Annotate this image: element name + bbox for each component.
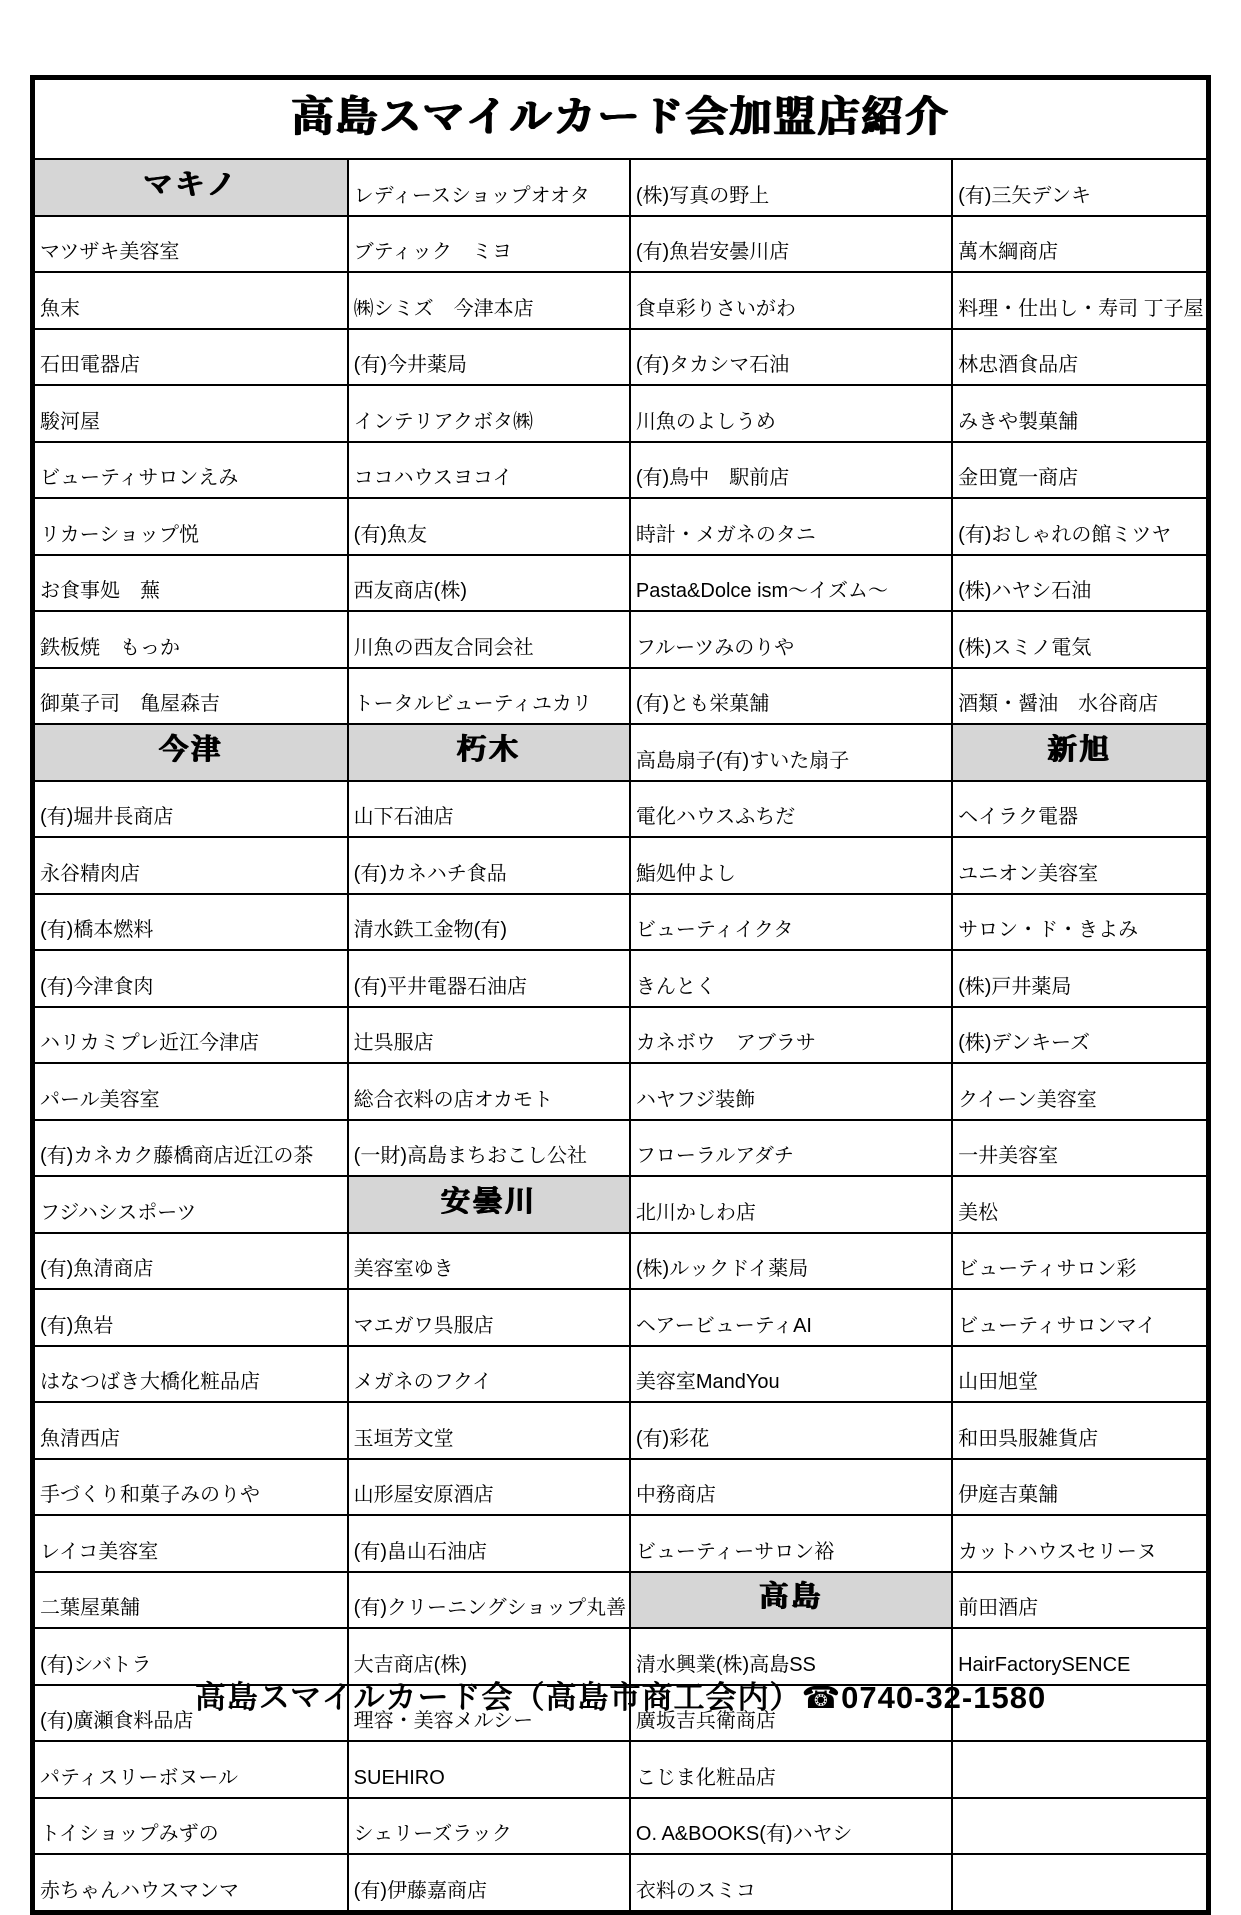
store-cell: 川魚の西友合同会社 (348, 611, 630, 668)
store-cell: (有)クリーニングショップ丸善 (348, 1572, 630, 1629)
store-cell: 山下石油店 (348, 781, 630, 838)
table-row (33, 442, 1209, 499)
table-row (33, 837, 1209, 894)
store-cell: (有)魚友 (348, 498, 630, 555)
store-cell: 山形屋安原酒店 (348, 1459, 630, 1516)
store-cell: 鉄板焼 もっか (33, 611, 348, 668)
store-cell: 玉垣芳文堂 (348, 1402, 630, 1459)
store-cell: ブティック ミヨ (348, 216, 630, 273)
store-cell: トータルビューティユカリ (348, 668, 630, 725)
store-cell: (有)魚岩安曇川店 (630, 216, 952, 273)
table-row (33, 1007, 1209, 1064)
table-row (33, 1741, 1209, 1798)
store-cell: レディースショップオオタ (348, 159, 630, 216)
store-cell: (有)鳥中 駅前店 (630, 442, 952, 499)
store-cell: 石田電器店 (33, 329, 348, 386)
page-title: 高島スマイルカード会加盟店紹介 (33, 78, 1209, 160)
store-cell: 料理・仕出し・寿司 丁子屋 (952, 272, 1208, 329)
table-row (33, 1515, 1209, 1572)
store-cell: (株)写真の野上 (630, 159, 952, 216)
store-cell: 和田呉服雑貨店 (952, 1402, 1208, 1459)
store-cell: 永谷精肉店 (33, 837, 348, 894)
store-cell: ハヤフジ装飾 (630, 1063, 952, 1120)
store-cell: 酒類・醤油 水谷商店 (952, 668, 1208, 725)
store-cell: マエガワ呉服店 (348, 1289, 630, 1346)
store-cell: 御菓子司 亀屋森吉 (33, 668, 348, 725)
store-cell: (有)おしゃれの館ミツヤ (952, 498, 1208, 555)
store-table-body (33, 159, 1209, 1912)
store-cell: 総合衣料の店オカモト (348, 1063, 630, 1120)
store-cell: 赤ちゃんハウスマンマ (33, 1854, 348, 1912)
store-cell: リカーショップ悦 (33, 498, 348, 555)
store-cell: レイコ美容室 (33, 1515, 348, 1572)
store-cell: 二葉屋菓舗 (33, 1572, 348, 1629)
table-row (33, 1572, 1209, 1629)
section-header-cell: 安曇川 (348, 1176, 630, 1233)
store-cell: 中務商店 (630, 1459, 952, 1516)
store-cell: (有)シバトラ (33, 1628, 348, 1685)
table-row (33, 216, 1209, 273)
table-row (33, 1120, 1209, 1177)
store-cell: (有)今井薬局 (348, 329, 630, 386)
store-cell: メガネのフクイ (348, 1346, 630, 1403)
store-cell: 鮨処仲よし (630, 837, 952, 894)
store-cell: ビューティサロンマイ (952, 1289, 1208, 1346)
store-cell: (有)とも栄菓舗 (630, 668, 952, 725)
store-cell: (有)畠山石油店 (348, 1515, 630, 1572)
store-cell: カネボウ アブラサ (630, 1007, 952, 1064)
table-row (33, 1854, 1209, 1912)
store-cell: フルーツみのりや (630, 611, 952, 668)
store-cell: クイーン美容室 (952, 1063, 1208, 1120)
table-row (33, 272, 1209, 329)
store-cell: (株)ハヤシ石油 (952, 555, 1208, 612)
store-cell: (有)堀井長商店 (33, 781, 348, 838)
member-store-table (30, 75, 1211, 1915)
store-cell: 清水鉄工金物(有) (348, 894, 630, 951)
store-cell: トイショップみずの (33, 1798, 348, 1855)
store-cell: サロン・ド・きよみ (952, 894, 1208, 951)
table-row (33, 950, 1209, 1007)
table-row (33, 668, 1209, 725)
store-cell: Pasta&Dolce ism～イズム～ (630, 555, 952, 612)
table-row (33, 498, 1209, 555)
table-row (33, 1798, 1209, 1855)
table-row (33, 1346, 1209, 1403)
store-cell: みきや製菓舗 (952, 385, 1208, 442)
store-cell: 魚末 (33, 272, 348, 329)
store-cell: ココハウスヨコイ (348, 442, 630, 499)
store-cell: ビューティサロン彩 (952, 1233, 1208, 1290)
store-cell: (有)魚岩 (33, 1289, 348, 1346)
section-header-cell: 朽木 (348, 724, 630, 781)
store-cell: インテリアクボタ㈱ (348, 385, 630, 442)
table-row (33, 781, 1209, 838)
store-cell: 伊庭吉菓舗 (952, 1459, 1208, 1516)
store-cell: はなつばき大橋化粧品店 (33, 1346, 348, 1403)
store-cell: 北川かしわ店 (630, 1176, 952, 1233)
store-cell: 一井美容室 (952, 1120, 1208, 1177)
store-cell: ㈱シミズ 今津本店 (348, 272, 630, 329)
title-row (33, 78, 1209, 160)
store-cell: きんとく (630, 950, 952, 1007)
store-cell: 美容室MandYou (630, 1346, 952, 1403)
footer-contact: 高島スマイルカード会（高島市商工会内）☎0740-32-1580 (194, 1680, 1047, 1715)
store-cell: 萬木綱商店 (952, 216, 1208, 273)
store-cell: パール美容室 (33, 1063, 348, 1120)
store-cell: (有)カネカク藤橋商店近江の茶 (33, 1120, 348, 1177)
store-cell: マツザキ美容室 (33, 216, 348, 273)
store-cell (952, 1741, 1208, 1798)
store-cell: ヘアービューティAI (630, 1289, 952, 1346)
store-cell: (有)伊藤嘉商店 (348, 1854, 630, 1912)
store-cell: (株)戸井薬局 (952, 950, 1208, 1007)
store-cell: (有)橋本燃料 (33, 894, 348, 951)
store-cell: 駿河屋 (33, 385, 348, 442)
store-cell: 衣料のスミコ (630, 1854, 952, 1912)
store-cell: フジハシスポーツ (33, 1176, 348, 1233)
store-cell: 西友商店(株) (348, 555, 630, 612)
table-row (33, 329, 1209, 386)
section-header-cell: 新旭 (952, 724, 1208, 781)
table-row (33, 1459, 1209, 1516)
section-header-cell: マキノ (33, 159, 348, 216)
store-cell: こじま化粧品店 (630, 1741, 952, 1798)
table-row (33, 1233, 1209, 1290)
store-cell: ビューティサロンえみ (33, 442, 348, 499)
table-row (33, 724, 1209, 781)
store-cell (952, 1798, 1208, 1855)
store-cell: (有)今津食肉 (33, 950, 348, 1007)
store-cell: 辻呉服店 (348, 1007, 630, 1064)
store-cell: 手づくり和菓子みのりや (33, 1459, 348, 1516)
store-cell: (有)カネハチ食品 (348, 837, 630, 894)
table-row (33, 1176, 1209, 1233)
store-cell: 山田旭堂 (952, 1346, 1208, 1403)
table-row (33, 894, 1209, 951)
store-cell: お食事処 蕪 (33, 555, 348, 612)
store-cell: (有)タカシマ石油 (630, 329, 952, 386)
store-cell: パティスリーボヌール (33, 1741, 348, 1798)
store-cell: 前田酒店 (952, 1572, 1208, 1629)
store-cell: 食卓彩りさいがわ (630, 272, 952, 329)
store-cell: (有)彩花 (630, 1402, 952, 1459)
store-cell: 林忠酒食品店 (952, 329, 1208, 386)
store-cell: 大吉商店(株) (348, 1628, 630, 1685)
section-header-cell: 今津 (33, 724, 348, 781)
section-header-cell: 高島 (630, 1572, 952, 1629)
member-store-table-container (30, 75, 1211, 1915)
store-cell: 金田寛一商店 (952, 442, 1208, 499)
store-cell: 美松 (952, 1176, 1208, 1233)
store-cell: 電化ハウスふちだ (630, 781, 952, 838)
store-cell: (有)三矢デンキ (952, 159, 1208, 216)
store-cell: 川魚のよしうめ (630, 385, 952, 442)
store-cell: O. A&BOOKS(有)ハヤシ (630, 1798, 952, 1855)
store-cell: ビューティーサロン裕 (630, 1515, 952, 1572)
table-row (33, 159, 1209, 216)
store-cell: カットハウスセリーヌ (952, 1515, 1208, 1572)
store-cell: (株)デンキーズ (952, 1007, 1208, 1064)
table-row (33, 385, 1209, 442)
store-cell: (有)魚清商店 (33, 1233, 348, 1290)
store-cell: 廣坂吉兵衛商店 (630, 1685, 952, 1742)
store-cell: (一財)高島まちおこし公社 (348, 1120, 630, 1177)
store-cell: (株)ルックドイ薬局 (630, 1233, 952, 1290)
store-cell: 魚清西店 (33, 1402, 348, 1459)
store-cell: (株)スミノ電気 (952, 611, 1208, 668)
table-row (33, 1402, 1209, 1459)
store-cell: フローラルアダチ (630, 1120, 952, 1177)
store-cell: ユニオン美容室 (952, 837, 1208, 894)
table-row (33, 1063, 1209, 1120)
store-cell: シェリーズラック (348, 1798, 630, 1855)
store-cell: ヘイラク電器 (952, 781, 1208, 838)
store-cell: HairFactorySENCE (952, 1628, 1208, 1685)
store-cell: 理容・美容メルシー (348, 1685, 630, 1742)
store-cell: (有)平井電器石油店 (348, 950, 630, 1007)
table-row (33, 555, 1209, 612)
store-cell: 美容室ゆき (348, 1233, 630, 1290)
table-row (33, 1289, 1209, 1346)
store-cell: SUEHIRO (348, 1741, 630, 1798)
store-cell: (有)廣瀬食料品店 (33, 1685, 348, 1742)
store-cell: ハリカミプレ近江今津店 (33, 1007, 348, 1064)
table-row (33, 611, 1209, 668)
store-cell (952, 1854, 1208, 1912)
store-cell: 清水興業(株)高島SS (630, 1628, 952, 1685)
store-cell: 時計・メガネのタニ (630, 498, 952, 555)
store-cell: 高島扇子(有)すいた扇子 (630, 724, 952, 781)
store-cell: ビューティイクタ (630, 894, 952, 951)
